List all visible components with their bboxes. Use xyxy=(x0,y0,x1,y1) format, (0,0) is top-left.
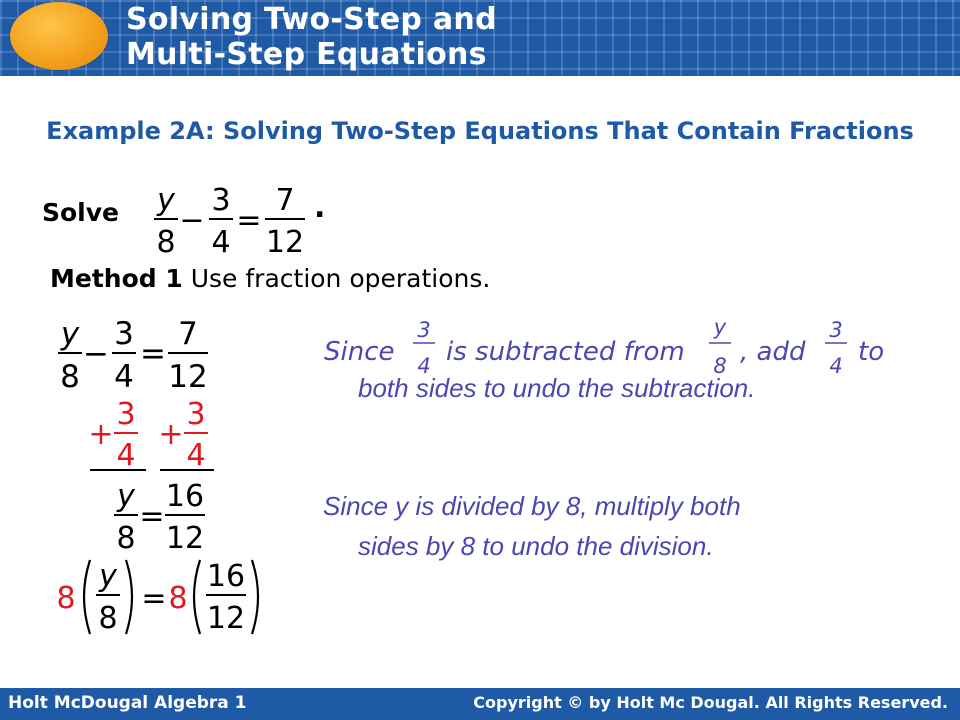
step3-8: 8 xyxy=(116,521,136,556)
step1-12: 12 xyxy=(168,359,208,395)
note1-frac3-den: 4 xyxy=(829,354,843,378)
step1-y: y xyxy=(60,316,80,352)
method-text: Use fraction operations. xyxy=(190,264,491,293)
note1-frac3-num: 3 xyxy=(829,318,843,342)
step1-minus: − xyxy=(83,336,109,372)
logo-oval xyxy=(10,2,108,70)
step1-equals: = xyxy=(140,336,166,372)
step4-equation xyxy=(54,554,274,640)
solve-equation xyxy=(150,176,310,260)
note1-frac2-den: 8 xyxy=(713,354,727,378)
footer-copyright: Copyright © by Holt Mc Dougal. All Rights Reserved. xyxy=(473,693,948,712)
note1-line2: both sides to undo the subtraction. xyxy=(358,373,756,403)
step4-mult-left: 8 xyxy=(56,581,76,616)
step4-16: 16 xyxy=(206,559,246,594)
step4-equals: = xyxy=(141,581,167,616)
step3-equation xyxy=(112,474,222,554)
step1-8: 8 xyxy=(60,359,80,395)
step2-den-right: 4 xyxy=(186,438,206,473)
note1-add: , add xyxy=(740,337,806,367)
step3-equals: = xyxy=(139,499,165,534)
note1-frac1-num: 3 xyxy=(417,318,431,342)
step2-plus-right: + xyxy=(158,417,184,452)
slide-title-line1: Solving Two-Step and xyxy=(126,2,497,37)
solve-3: 3 xyxy=(211,183,231,218)
solve-8: 8 xyxy=(156,225,176,260)
step1-equation xyxy=(56,308,216,395)
solve-label: Solve xyxy=(42,198,120,227)
step4-mult-right: 8 xyxy=(168,581,188,616)
step4-y: y xyxy=(99,559,117,594)
step2-num-right: 3 xyxy=(186,397,206,432)
solve-equals: = xyxy=(236,203,262,238)
solve-y: y xyxy=(157,183,175,218)
method-line xyxy=(50,264,490,293)
method-label: Method 1 xyxy=(50,264,183,293)
step4-12: 12 xyxy=(206,601,246,636)
step1-4: 4 xyxy=(114,359,134,395)
step3-16: 16 xyxy=(165,479,205,514)
note1-subtracted: is subtracted from xyxy=(446,337,685,367)
example-title: Example 2A: Solving Two-Step Equations That Contain Fractions xyxy=(46,117,914,145)
header-banner xyxy=(0,0,960,76)
note2-line2: sides by 8 to undo the division. xyxy=(358,531,714,561)
solve-4: 4 xyxy=(211,225,231,260)
note1-frac2-num: y xyxy=(713,315,727,339)
step1-3: 3 xyxy=(114,316,134,352)
step3-y: y xyxy=(117,479,135,514)
step3-12: 12 xyxy=(165,521,205,556)
slide-title-line2: Multi-Step Equations xyxy=(126,37,487,72)
step4-8: 8 xyxy=(98,601,118,636)
note2-line1: Since y is divided by 8, multiply both xyxy=(323,491,741,521)
step2-num-left: 3 xyxy=(116,397,136,432)
step2-add-fractions xyxy=(88,392,218,472)
slide-title xyxy=(126,2,497,72)
note1-since: Since xyxy=(324,337,395,367)
note1-frac1-den: 4 xyxy=(417,354,431,378)
step2-den-left: 4 xyxy=(116,438,136,473)
step2-plus-left: + xyxy=(88,417,114,452)
solve-period: . xyxy=(314,190,326,225)
note1-to: to xyxy=(858,337,885,367)
step1-7: 7 xyxy=(178,316,198,352)
footer-bar xyxy=(0,688,960,720)
solve-minus: − xyxy=(179,203,205,238)
solve-7: 7 xyxy=(275,183,295,218)
solve-12: 12 xyxy=(265,225,305,260)
footer-course: Holt McDougal Algebra 1 xyxy=(8,693,247,713)
